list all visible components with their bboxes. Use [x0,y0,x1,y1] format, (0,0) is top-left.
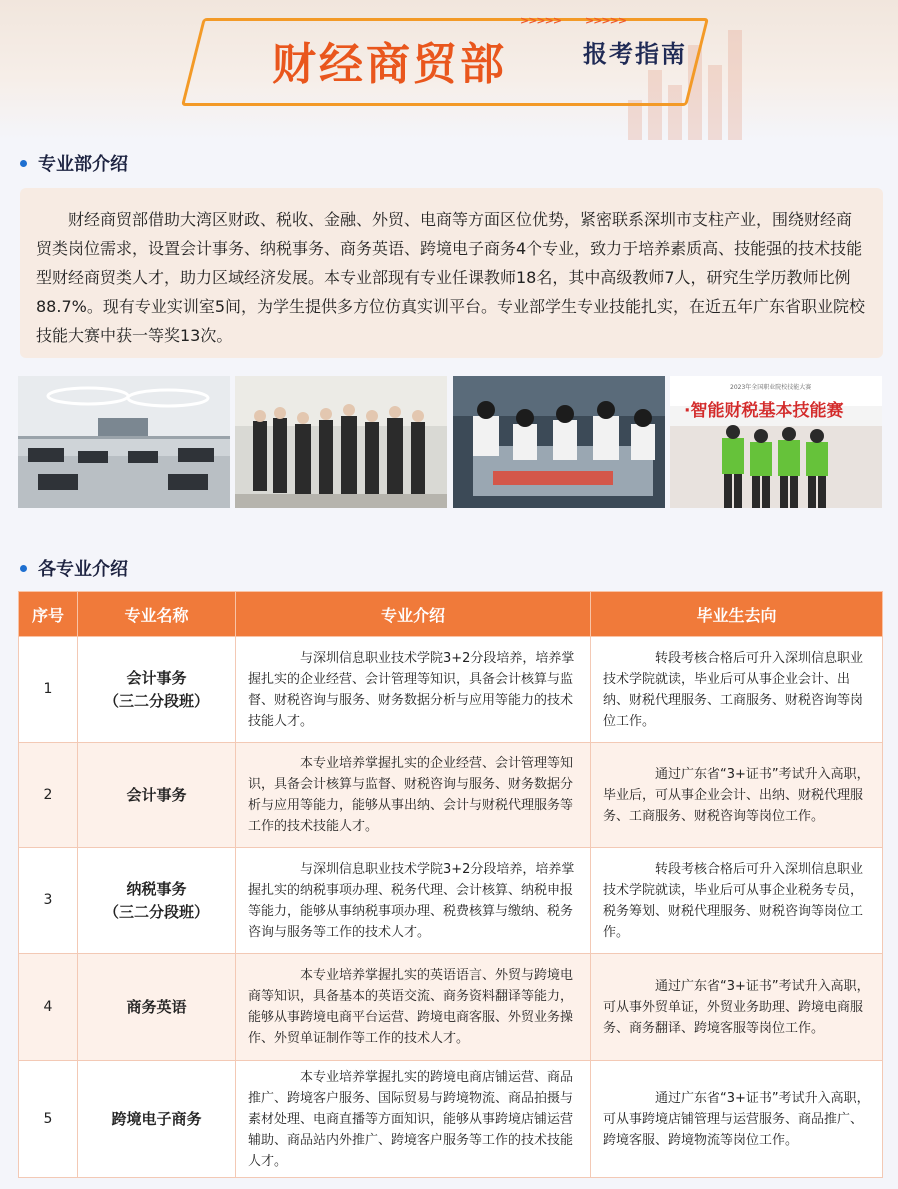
major-name-suffix: （三二分段班） [103,691,209,710]
row-number: 1 [19,637,78,743]
graduate-destination: 通过广东省“3+证书”考试升入高职，可从事跨境店铺管理与运营服务、商品推广、跨境客服、跨境物流等岗位工作。 [591,1061,883,1178]
major-name: 会计事务 [126,668,187,687]
table-header-row [19,592,883,637]
training-room-photo [18,376,230,508]
majors-section-heading [20,555,128,581]
competition-banner-text: ·智能财税基本技能赛 [684,401,844,421]
intro-section-title: 专业部介绍 [38,154,128,175]
major-name: 跨境电子商务 [111,1109,202,1128]
major-description: 本专业培养掌握扎实的企业经营、会计管理等知识，具备会计核算与监督、财税咨询与服务、财务数据分析与应用等能力，能够从事出纳、会计与财税代理服务等工作的技术技能人才。 [236,743,591,848]
bullet-dot-icon [20,160,27,167]
majors-section-title: 各专业介绍 [38,559,128,580]
page-title: 财经商贸部 [272,39,507,90]
table-row [19,743,883,848]
major-name-cell [78,954,236,1061]
row-number: 5 [19,1061,78,1178]
page-subtitle: 报考指南 [583,40,687,68]
teachers-group-photo [235,376,447,508]
row-number: 4 [19,954,78,1061]
competition-banner-top-text: 2023年全国职业院校技能大赛 [730,384,812,391]
bullet-dot-icon [20,565,27,572]
table-row [19,637,883,743]
major-name-cell [78,743,236,848]
major-name-cell [78,637,236,743]
graduate-destination: 转段考核合格后可升入深圳信息职业技术学院就读，毕业后可从事企业税务专员，税务筹划、财税代理服务、财税咨询等岗位工作。 [591,848,883,954]
major-description: 本专业培养掌握扎实的跨境电商店铺运营、商品推广、跨境客户服务、国际贸易与跨境物流、商品拍摄与素材处理、电商直播等方面知识，能够从事跨境店铺运营辅助、商品站内外推广、跨境客户服务等工作的技术技能人才。 [236,1061,591,1178]
table-row [19,954,883,1061]
arrow-decoration-left: >>>>> [520,14,562,27]
header-number: 序号 [19,592,78,637]
major-name-suffix: （三二分段班） [103,902,209,921]
major-description: 与深圳信息职业技术学院3+2分段培养，培养掌握扎实的纳税事项办理、税务代理、会计核算、纳税申报等能力，能够从事纳税事项办理、税费核算与缴纳、税务咨询与服务等工作的技术人才。 [236,848,591,954]
major-description: 本专业培养掌握扎实的英语语言、外贸与跨境电商等知识，具备基本的英语交流、商务资料翻译等能力，能够从事跨境电商平台运营、跨境电商客服、外贸业务操作、外贸单证制作等工作的技术人才。 [236,954,591,1061]
graduate-destination: 通过广东省“3+证书”考试升入高职，可从事外贸单证，外贸业务助理、跨境电商服务、商务翻译、跨境客服等岗位工作。 [591,954,883,1061]
students-training-photo [453,376,665,508]
row-number: 2 [19,743,78,848]
row-number: 3 [19,848,78,954]
graduate-destination: 通过广东省“3+证书”考试升入高职，毕业后，可从事企业会计、出纳、财税代理服务、工商服务、财税咨询等岗位工作。 [591,743,883,848]
major-name-cell [78,848,236,954]
major-name: 商务英语 [126,997,187,1016]
header-major-intro: 专业介绍 [236,592,591,637]
intro-text-box: 财经商贸部借助大湾区财政、税收、金融、外贸、电商等方面区位优势，紧密联系深圳市支柱产业，围绕财经商贸类岗位需求，设置会计事务、纳税事务、商务英语、跨境电子商务4个专业，致力于培养素质高、技能强的技术技能型财经商贸类人才，助力区域经济发展。本专业部现有专业任课教师18名，其中高级教师7人，研究生学历教师比例88.7%。现有专业实训室5间，为学生提供多方位仿真实训平台。专业部学生专业技能扎实，在近五年广东省职业院校技能大赛中获一等奖13次。 [20,188,883,358]
header-graduate-destination: 毕业生去向 [591,592,883,637]
major-name: 会计事务 [126,785,187,804]
header-major-name: 专业名称 [78,592,236,637]
intro-section-heading [20,150,128,176]
competition-photo [670,376,882,508]
table-row [19,1061,883,1178]
table-row [19,848,883,954]
photo-strip [18,376,882,508]
arrow-decoration-right: >>>>> [585,14,627,27]
majors-table [18,591,883,1178]
major-name: 纳税事务 [126,879,187,898]
major-name-cell [78,1061,236,1178]
graduate-destination: 转段考核合格后可升入深圳信息职业技术学院就读，毕业后可从事企业会计、出纳、财税代理服务、工商服务、财税咨询等岗位工作。 [591,637,883,743]
major-description: 与深圳信息职业技术学院3+2分段培养，培养掌握扎实的企业经营、会计管理等知识，具备会计核算与监督、财税咨询与服务、财务数据分析与应用等能力的技术技能人才。 [236,637,591,743]
